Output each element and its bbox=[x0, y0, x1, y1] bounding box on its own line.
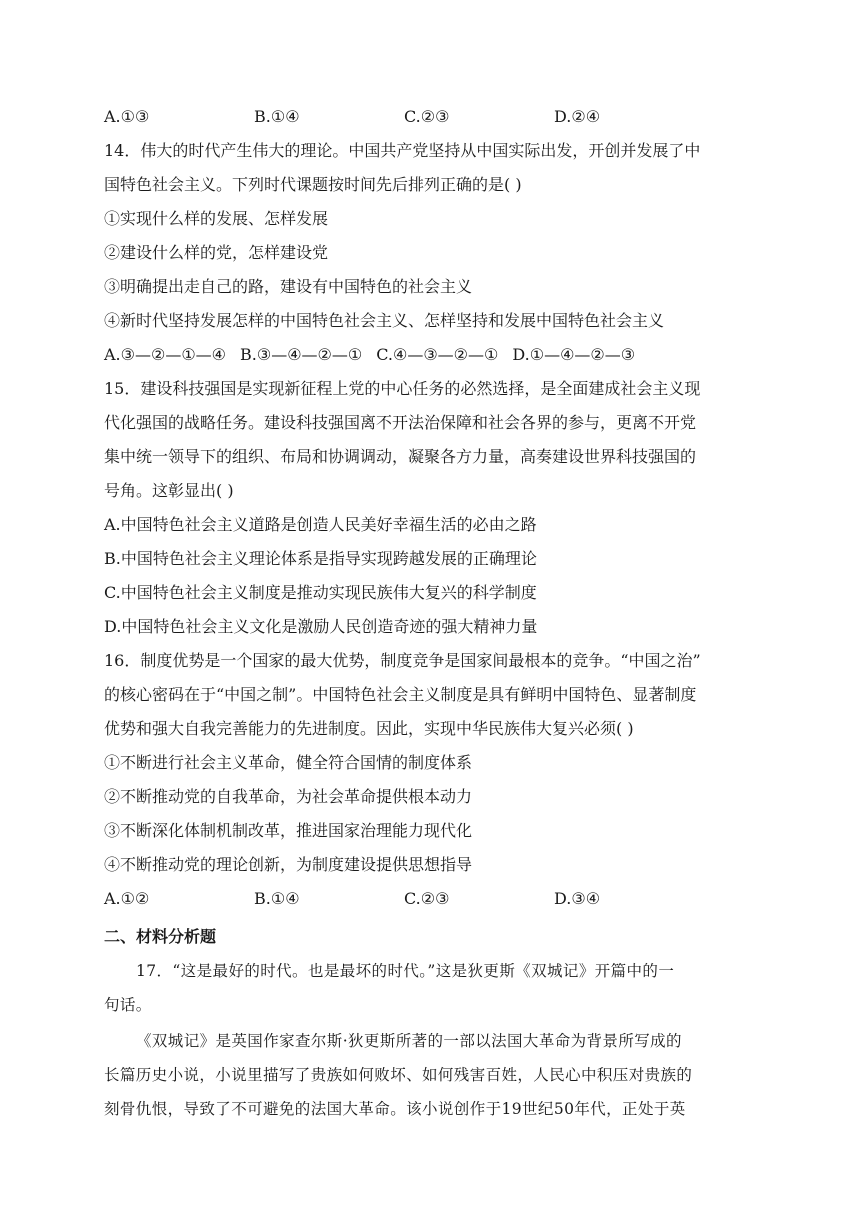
q14-option-d: D.①—④—②—③ bbox=[512, 345, 636, 364]
q13-option-b: B.①④ bbox=[254, 107, 300, 126]
q17-para-line: 17．“这是最好的时代。也是最坏的时代。”这是狄更斯《双城记》开篇中的一 bbox=[136, 962, 675, 980]
q16-options bbox=[104, 882, 764, 916]
question-17 bbox=[104, 954, 764, 1126]
q17-para-line: 长篇历史小说，小说里描写了贵族如何败坏、如何残害百姓，人民心中积压对贵族的 bbox=[104, 1066, 693, 1084]
q15-stem-line: 集中统一领导下的组织、布局和协调调动，凝聚各方力量，高奏建设世界科技强国的 bbox=[104, 447, 697, 466]
q16-item: ①不断进行社会主义革命，健全符合国情的制度体系 bbox=[104, 753, 473, 772]
q16-stem-line: 16．制度优势是一个国家的最大优势，制度竞争是国家间最根本的竞争。“中国之治” bbox=[104, 651, 701, 670]
q14-options bbox=[104, 338, 764, 372]
exam-page bbox=[104, 100, 764, 1126]
q13-option-c: C.②③ bbox=[404, 107, 450, 126]
q14-item: ②建设什么样的党，怎样建设党 bbox=[104, 243, 329, 262]
q16-option-a: A.①② bbox=[104, 889, 150, 908]
q14-option-a: A.③—②—①—④ bbox=[104, 345, 227, 364]
q16-item: ④不断推动党的理论创新，为制度建设提供思想指导 bbox=[104, 855, 473, 874]
q14-item: ④新时代坚持发展怎样的中国特色社会主义、怎样坚持和发展中国特色社会主义 bbox=[104, 311, 665, 330]
q17-paragraph bbox=[104, 954, 764, 1022]
section-heading: 二、材料分析题 bbox=[104, 927, 217, 946]
q17-para-line: 《双城记》是英国作家查尔斯·狄更斯所著的一部以法国大革命为背景所写成的 bbox=[136, 1032, 682, 1050]
q15-option-b: B.中国特色社会主义理论体系是指导实现跨越发展的正确理论 bbox=[104, 549, 537, 568]
question-15 bbox=[104, 372, 764, 644]
q16-stem-line: 的核心密码在于“中国之制”。中国特色社会主义制度是具有鲜明中国特色、显著制度 bbox=[104, 685, 697, 704]
q16-item: ③不断深化体制机制改革，推进国家治理能力现代化 bbox=[104, 821, 473, 840]
q15-option-c: C.中国特色社会主义制度是推动实现民族伟大复兴的科学制度 bbox=[104, 583, 537, 602]
q16-option-d: D.③④ bbox=[554, 889, 601, 908]
q14-item: ③明确提出走自己的路，建设有中国特色的社会主义 bbox=[104, 277, 473, 296]
q17-material-paragraph bbox=[104, 1024, 764, 1126]
q16-option-c: C.②③ bbox=[404, 889, 450, 908]
q14-option-c: C.④—③—②—① bbox=[376, 345, 499, 364]
q14-item: ①实现什么样的发展、怎样发展 bbox=[104, 209, 329, 228]
q15-stem-line: 15．建设科技强国是实现新征程上党的中心任务的必然选择，是全面建成社会主义现 bbox=[104, 379, 701, 398]
q16-item: ②不断推动党的自我革命，为社会革命提供根本动力 bbox=[104, 787, 473, 806]
question-16 bbox=[104, 644, 764, 916]
q13-options bbox=[104, 100, 764, 134]
q13-option-d: D.②④ bbox=[554, 107, 601, 126]
q16-option-b: B.①④ bbox=[254, 889, 300, 908]
q14-stem-line: 国特色社会主义。下列时代课题按时间先后排列正确的是( ) bbox=[104, 175, 522, 194]
q17-para-line: 句话。 bbox=[104, 996, 152, 1014]
q16-stem-line: 优势和强大自我完善能力的先进制度。因此，实现中华民族伟大复兴必须( ) bbox=[104, 719, 634, 738]
question-14 bbox=[104, 134, 764, 372]
q14-option-b: B.③—④—②—① bbox=[240, 345, 363, 364]
q13-option-a: A.①③ bbox=[104, 107, 150, 126]
q15-stem-line: 号角。这彰显出( ) bbox=[104, 481, 234, 500]
q14-stem-line: 14．伟大的时代产生伟大的理论。中国共产党坚持从中国实际出发，开创并发展了中 bbox=[104, 141, 701, 160]
q15-stem-line: 代化强国的战略任务。建设科技强国离不开法治保障和社会各界的参与，更离不开党 bbox=[104, 413, 697, 432]
q15-option-a: A.中国特色社会主义道路是创造人民美好幸福生活的必由之路 bbox=[104, 515, 537, 534]
q17-para-line: 刻骨仇恨，导致了不可避免的法国大革命。该小说创作于19世纪50年代，正处于英 bbox=[104, 1100, 686, 1118]
q15-option-d: D.中国特色社会主义文化是激励人民创造奇迹的强大精神力量 bbox=[104, 617, 538, 636]
